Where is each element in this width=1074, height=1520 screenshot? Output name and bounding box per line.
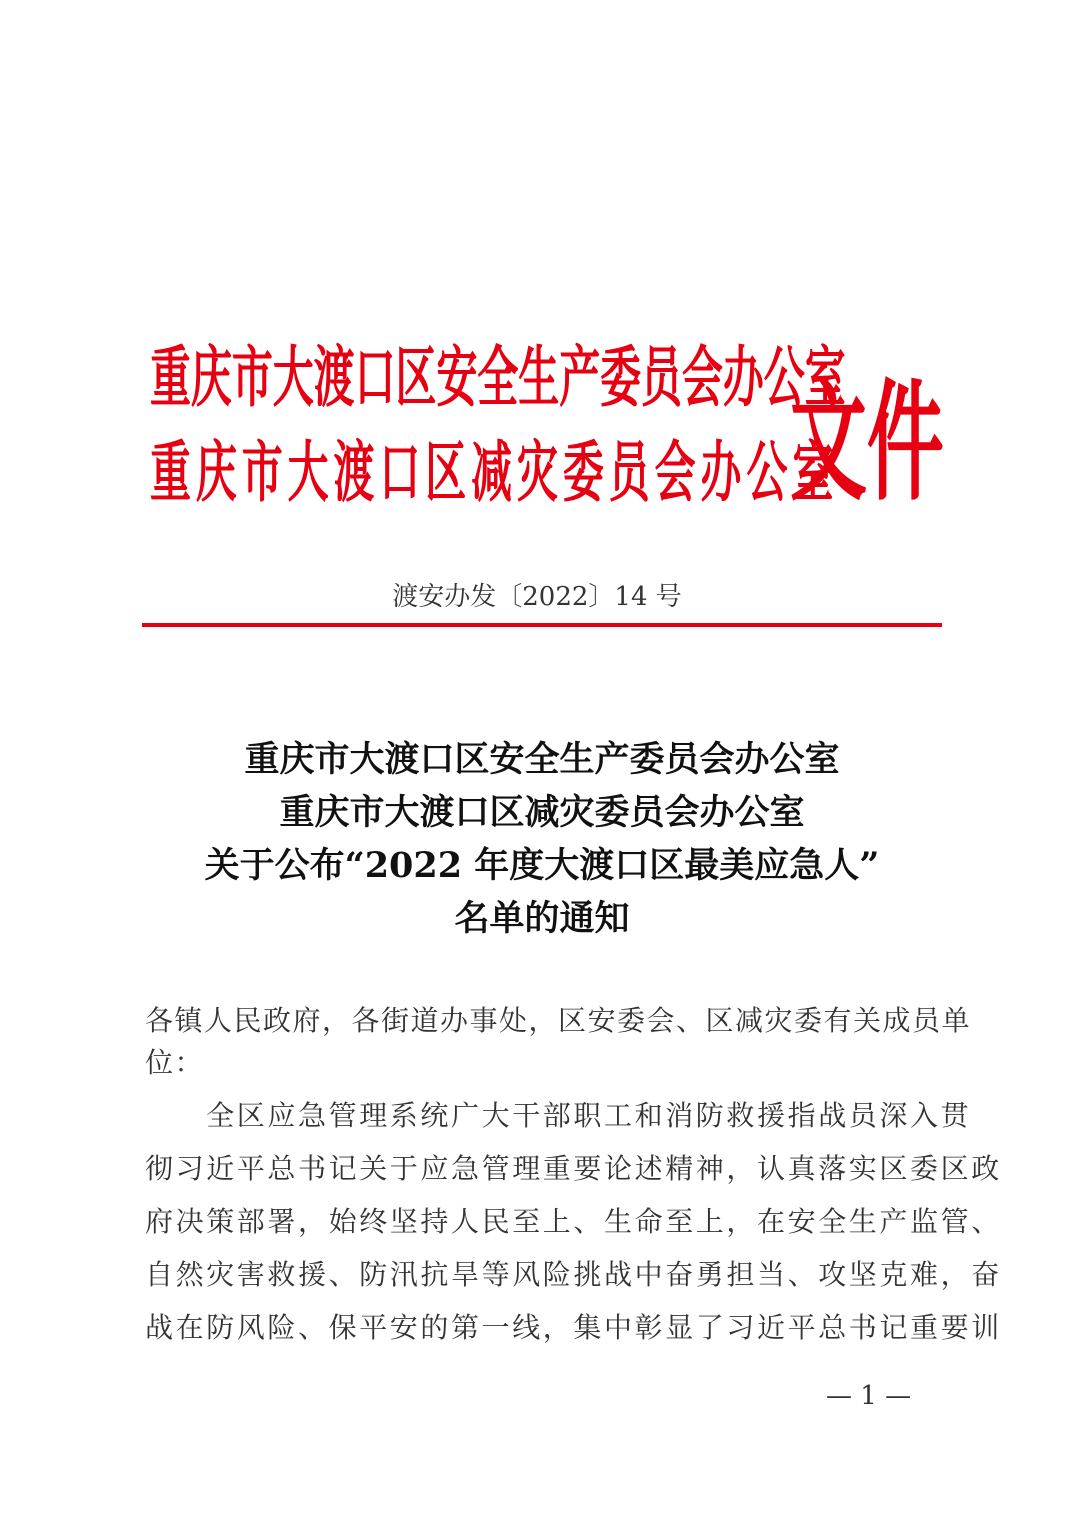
title-line-4: 名单的通知 (454, 898, 630, 939)
body-line-3: 府决策部署，始终坚持人民至上、生命至上，在安全生产监管、 (145, 1205, 1002, 1238)
page-number: — 1 — (826, 1381, 912, 1411)
title-line-1: 重庆市大渡口区安全生产委员会办公室 (244, 739, 840, 780)
body-line-5: 战在防风险、保平安的第一线，集中彰显了习近平总书记重要训 (145, 1311, 1002, 1344)
salutation-line-2: 位： (145, 1046, 205, 1079)
red-divider (142, 623, 942, 627)
body-paragraph (145, 1089, 1002, 1354)
doc-type-label: 文件 (790, 367, 944, 520)
issuer-line-2: 重庆市大渡口区减灾委员会办公室 (150, 434, 839, 511)
title-line-2: 重庆市大渡口区减灾委员会办公室 (279, 792, 805, 833)
document-number: 渡安办发〔2022〕14 号 (392, 582, 682, 612)
body-line-1: 全区应急管理系统广大干部职工和消防救援指战员深入贯 (145, 1099, 972, 1132)
issuer-line-1: 重庆市大渡口区安全生产委员会办公室 (150, 339, 846, 416)
notice-title (142, 733, 942, 945)
title-line-3: 关于公布“2022 年度大渡口区最美应急人” (204, 845, 880, 886)
body-text (145, 1000, 1002, 1354)
red-header (150, 330, 950, 530)
body-line-4: 自然灾害救援、防汛抗旱等风险挑战中奋勇担当、攻坚克难，奋 (145, 1258, 1002, 1291)
body-line-2: 彻习近平总书记关于应急管理重要论述精神，认真落实区委区政 (145, 1152, 1002, 1185)
salutation-line-1: 各镇人民政府，各街道办事处，区安委会、区减灾委有关成员单 (145, 1004, 972, 1037)
